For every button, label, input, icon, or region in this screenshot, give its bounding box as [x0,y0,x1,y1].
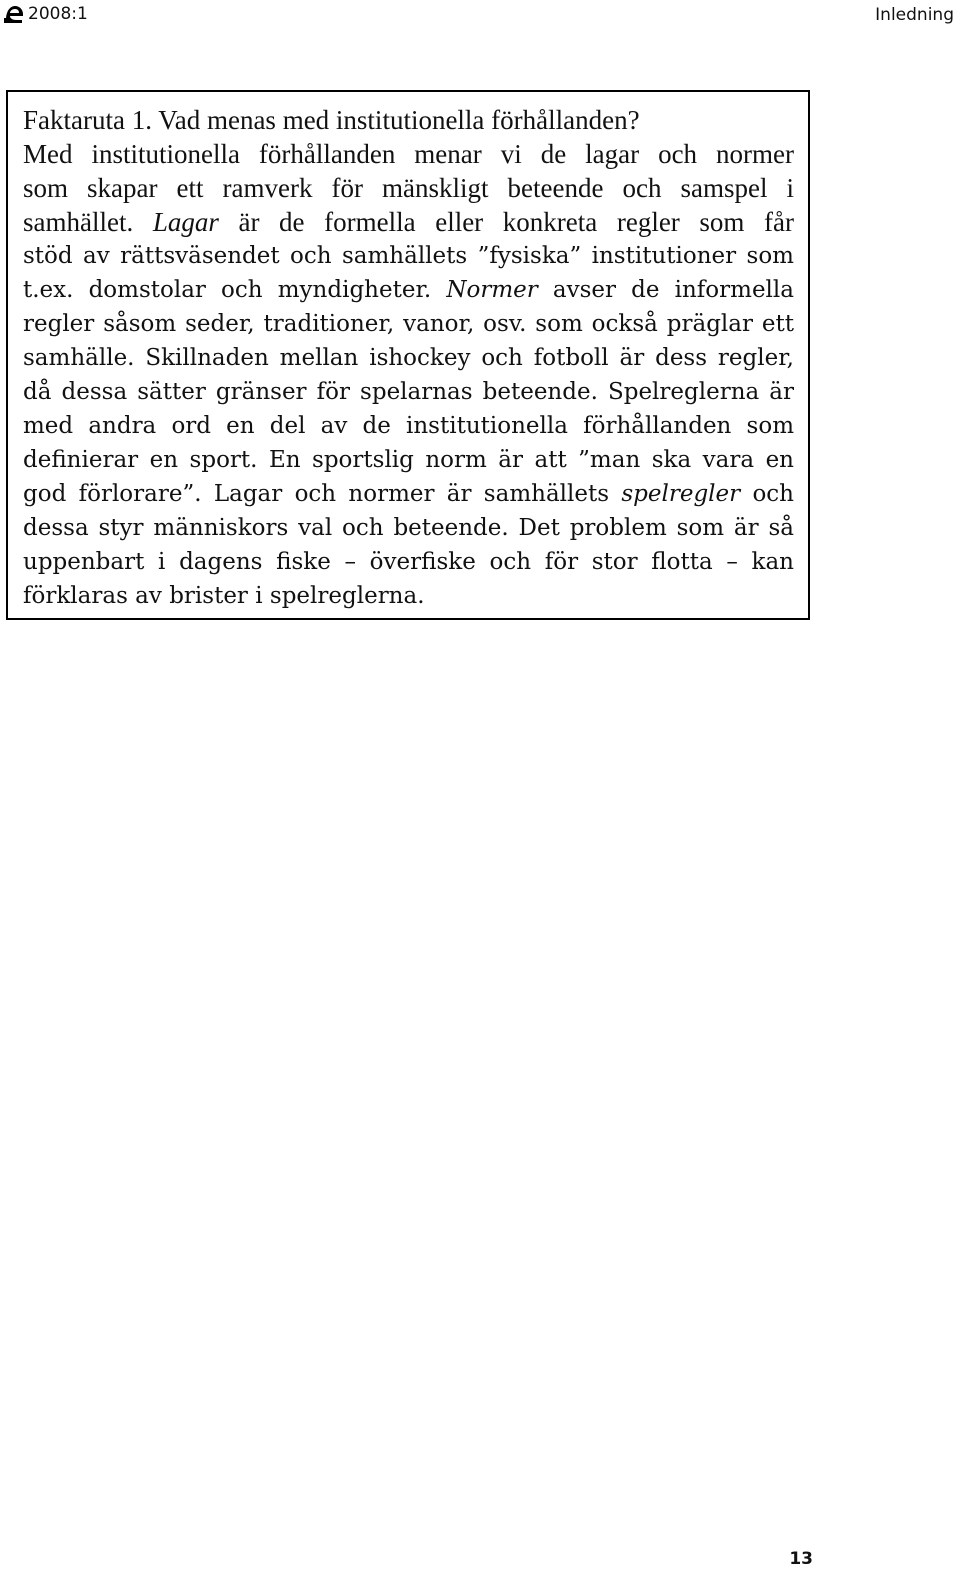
fact-box-line [23,511,794,545]
text-segment: Med institutionella förhållanden menar vi de lagar och normer [23,139,794,169]
fact-box-line [23,137,794,171]
fact-box-line [23,375,794,409]
text-segment: avser de informella [537,277,794,303]
fact-box-line [23,477,794,511]
emphasized-term: Normer [446,277,538,303]
text-segment: som skapar ett ramverk för mänskligt beteende och samspel i [23,173,794,203]
page-header [0,0,960,30]
text-segment: samhälle. Skillnaden mellan ishockey och fotboll är dess regler, [23,345,794,371]
fact-box-line [23,579,794,613]
header-left [3,4,88,24]
text-segment: förklaras av brister i spelreglerna. [23,583,425,609]
emphasized-term: Lagar [152,207,219,237]
fact-box-line [23,443,794,477]
text-segment: definierar en sport. En sportslig norm är att ”man ska vara en [23,447,794,473]
fact-box-line [23,545,794,579]
text-segment: är de formella eller konkreta regler som får [218,207,794,237]
text-segment: och [740,481,794,507]
text-segment: regler såsom seder, traditioner, vanor, osv. som också präglar ett [23,311,794,337]
section-title: Inledning [875,5,954,25]
text-segment: med andra ord en del av de institutionella förhållanden som [23,413,794,439]
text-segment: stöd av rättsväsendet och samhällets ”fysiska” institutioner som [23,243,794,269]
text-segment: t.ex. domstolar och myndigheter. [23,277,447,303]
fact-box-line [23,409,794,443]
text-segment: god förlorare”. Lagar och normer är samhällets [23,481,622,507]
text-segment: samhället. [23,207,153,237]
fact-box-line [23,239,794,273]
fact-box-title [23,103,794,137]
fact-box-line [23,171,794,205]
text-segment: dessa styr människors val och beteende. Det problem som är så [23,515,794,541]
issue-number: 2008:1 [28,4,88,24]
text-segment: uppenbart i dagens fiske – överfiske och för stor flotta – kan [23,549,794,575]
fact-box-line [23,273,794,307]
emblem-icon [3,4,25,24]
fact-box-line [23,205,794,239]
emphasized-term: spelregler [621,481,741,507]
text-segment: då dessa sätter gränser för spelarnas beteende. Spelreglerna är [23,379,794,405]
fact-box-line [23,307,794,341]
page-number: 13 [789,1549,813,1569]
fact-box-line [23,341,794,375]
fact-box [6,90,810,620]
text-segment: Faktaruta 1. Vad menas med institutionella förhållanden? [23,105,640,135]
